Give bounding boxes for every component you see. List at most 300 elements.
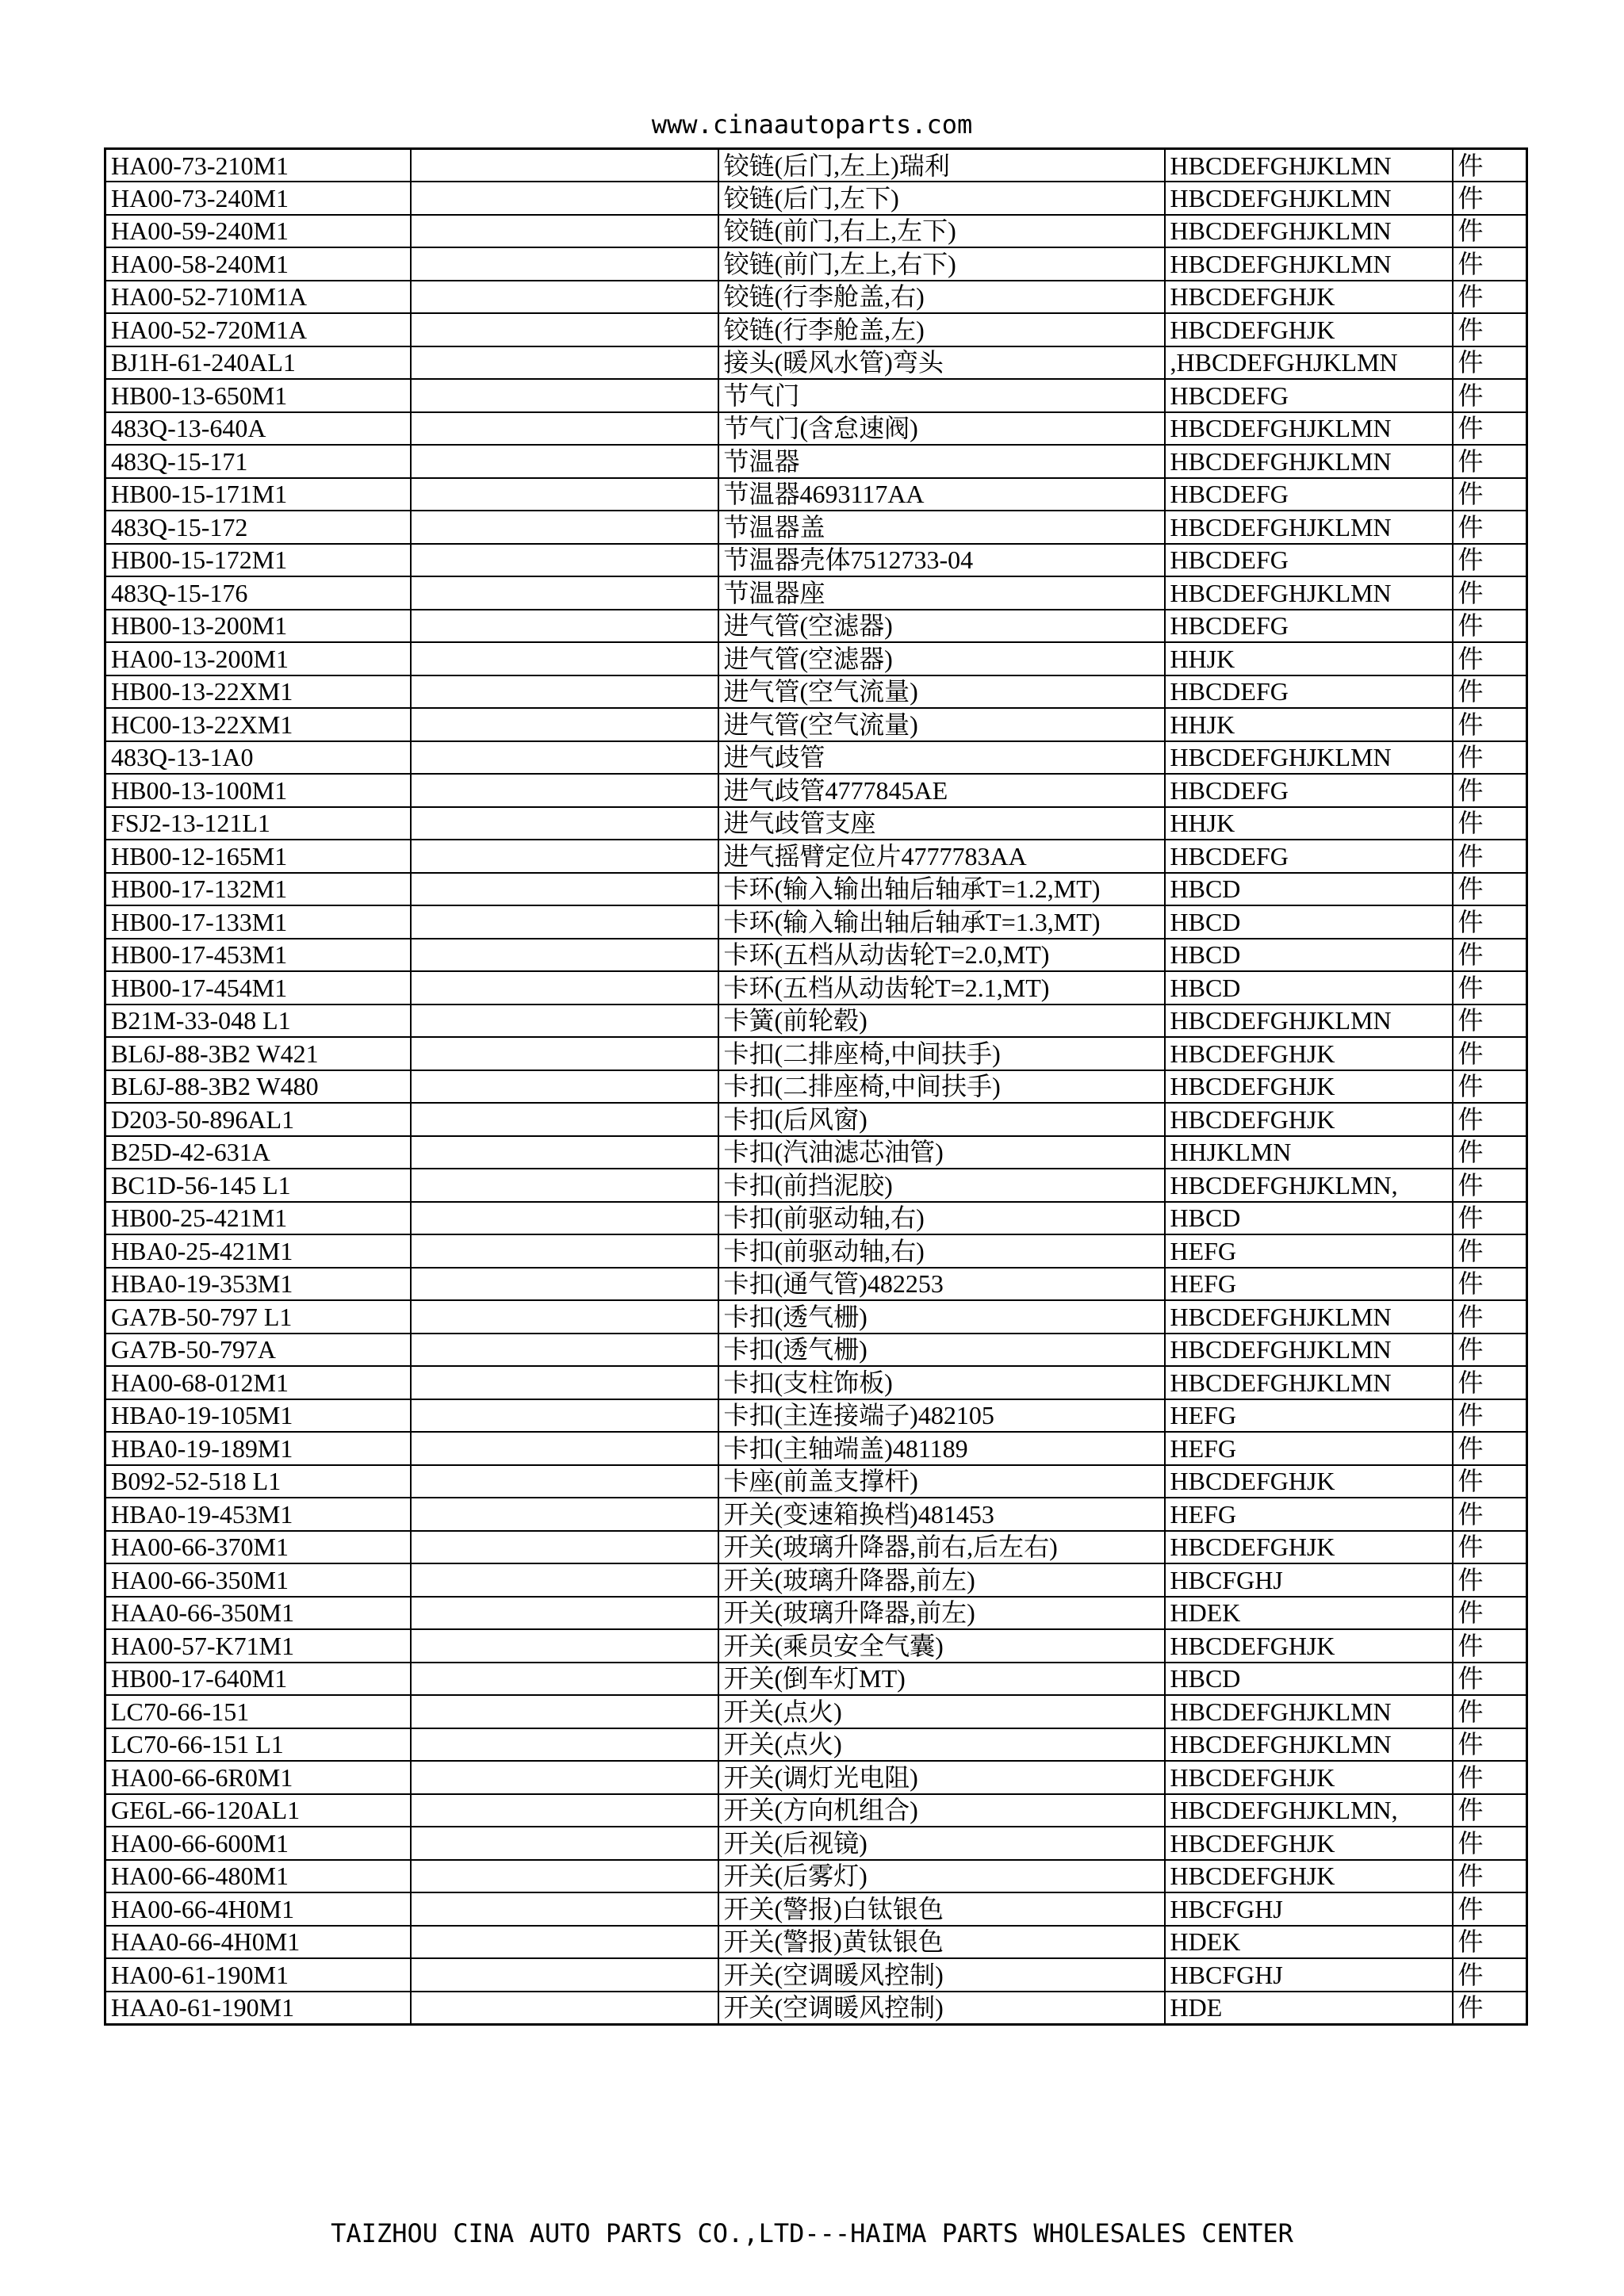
part-name-cell: 开关(警报)黄钛银色 bbox=[718, 1926, 1165, 1959]
models-cell: HEFG bbox=[1165, 1268, 1453, 1301]
unit-cell: 件 bbox=[1453, 1992, 1527, 2025]
part-name-cell: 卡扣(前驱动轴,右) bbox=[718, 1202, 1165, 1235]
part-number-cell: BJ1H-61-240AL1 bbox=[105, 346, 411, 380]
models-cell: HBCDEFGHJK bbox=[1165, 313, 1453, 346]
models-cell: HBCDEFGHJKLMN bbox=[1165, 149, 1453, 182]
part-name-cell: 卡扣(主轴端盖)481189 bbox=[718, 1432, 1165, 1465]
part-number-cell: B25D-42-631A bbox=[105, 1136, 411, 1169]
unit-cell: 件 bbox=[1453, 1958, 1527, 1992]
models-cell: HBCDEFG bbox=[1165, 610, 1453, 643]
part-number-cell: HAA0-61-190M1 bbox=[105, 1992, 411, 2025]
unit-cell: 件 bbox=[1453, 1234, 1527, 1268]
empty-cell bbox=[411, 708, 718, 741]
table-row bbox=[105, 642, 1527, 675]
part-name-cell: 开关(空调暖风控制) bbox=[718, 1958, 1165, 1992]
models-cell: HBCDEFGHJK bbox=[1165, 281, 1453, 314]
unit-cell: 件 bbox=[1453, 840, 1527, 873]
models-cell: HBCDEFGHJKLMN bbox=[1165, 741, 1453, 775]
models-cell: HBCDEFG bbox=[1165, 544, 1453, 577]
part-name-cell: 节温器壳体7512733-04 bbox=[718, 544, 1165, 577]
unit-cell: 件 bbox=[1453, 215, 1527, 248]
table-row bbox=[105, 807, 1527, 840]
table-row bbox=[105, 1334, 1527, 1367]
empty-cell bbox=[411, 544, 718, 577]
part-name-cell: 接头(暖风水管)弯头 bbox=[718, 346, 1165, 380]
table-row bbox=[105, 445, 1527, 478]
part-number-cell: HA00-66-480M1 bbox=[105, 1860, 411, 1893]
models-cell: HBCDEFGHJK bbox=[1165, 1860, 1453, 1893]
models-cell: HBCDEFGHJKLMN bbox=[1165, 511, 1453, 544]
part-name-cell: 卡环(五档从动齿轮T=2.1,MT) bbox=[718, 971, 1165, 1004]
models-cell: HBCDEFGHJKLMN bbox=[1165, 1300, 1453, 1334]
empty-cell bbox=[411, 379, 718, 412]
part-number-cell: 483Q-15-172 bbox=[105, 511, 411, 544]
table-row bbox=[105, 774, 1527, 807]
table-row bbox=[105, 544, 1527, 577]
part-number-cell: HB00-25-421M1 bbox=[105, 1202, 411, 1235]
part-number-cell: 483Q-15-176 bbox=[105, 576, 411, 610]
models-cell: HBCDEFGHJK bbox=[1165, 1629, 1453, 1663]
unit-cell: 件 bbox=[1453, 1070, 1527, 1104]
part-number-cell: HB00-15-171M1 bbox=[105, 478, 411, 511]
empty-cell bbox=[411, 1892, 718, 1926]
part-number-cell: GA7B-50-797 L1 bbox=[105, 1300, 411, 1334]
part-number-cell: HA00-61-190M1 bbox=[105, 1958, 411, 1992]
empty-cell bbox=[411, 1399, 718, 1433]
part-name-cell: 开关(变速箱换档)481453 bbox=[718, 1498, 1165, 1531]
part-name-cell: 进气管(空滤器) bbox=[718, 610, 1165, 643]
empty-cell bbox=[411, 1531, 718, 1564]
empty-cell bbox=[411, 610, 718, 643]
empty-cell bbox=[411, 873, 718, 906]
part-number-cell: D203-50-896AL1 bbox=[105, 1103, 411, 1136]
table-row bbox=[105, 346, 1527, 380]
unit-cell: 件 bbox=[1453, 1366, 1527, 1399]
empty-cell bbox=[411, 905, 718, 939]
part-number-cell: BL6J-88-3B2 W480 bbox=[105, 1070, 411, 1104]
part-name-cell: 开关(点火) bbox=[718, 1695, 1165, 1728]
models-cell: HBCDEFGHJK bbox=[1165, 1827, 1453, 1860]
table-row bbox=[105, 1070, 1527, 1104]
empty-cell bbox=[411, 346, 718, 380]
part-name-cell: 开关(乘员安全气囊) bbox=[718, 1629, 1165, 1663]
part-name-cell: 进气摇臂定位片4777783AA bbox=[718, 840, 1165, 873]
models-cell: HBCDEFGHJKLMN, bbox=[1165, 1169, 1453, 1202]
table-row bbox=[105, 1761, 1527, 1794]
page-footer-company: TAIZHOU CINA AUTO PARTS CO.,LTD---HAIMA PARTS WHOLESALES CENTER bbox=[331, 2218, 1293, 2248]
part-number-cell: HB00-13-22XM1 bbox=[105, 675, 411, 709]
unit-cell: 件 bbox=[1453, 511, 1527, 544]
models-cell: ,HBCDEFGHJKLMN bbox=[1165, 346, 1453, 380]
table-row bbox=[105, 1202, 1527, 1235]
empty-cell bbox=[411, 149, 718, 182]
part-number-cell: FSJ2-13-121L1 bbox=[105, 807, 411, 840]
models-cell: HBCDEFG bbox=[1165, 379, 1453, 412]
table-row bbox=[105, 478, 1527, 511]
part-name-cell: 卡扣(透气栅) bbox=[718, 1300, 1165, 1334]
part-name-cell: 开关(方向机组合) bbox=[718, 1794, 1165, 1827]
part-name-cell: 卡环(输入输出轴后轴承T=1.2,MT) bbox=[718, 873, 1165, 906]
models-cell: HDEK bbox=[1165, 1597, 1453, 1630]
unit-cell: 件 bbox=[1453, 1695, 1527, 1728]
empty-cell bbox=[411, 1300, 718, 1334]
models-cell: HBCDEFGHJKLMN bbox=[1165, 1695, 1453, 1728]
part-name-cell: 开关(点火) bbox=[718, 1728, 1165, 1762]
part-number-cell: LC70-66-151 bbox=[105, 1695, 411, 1728]
table-row bbox=[105, 511, 1527, 544]
part-name-cell: 卡扣(后风窗) bbox=[718, 1103, 1165, 1136]
table-row bbox=[105, 412, 1527, 446]
empty-cell bbox=[411, 774, 718, 807]
unit-cell: 件 bbox=[1453, 1629, 1527, 1663]
models-cell: HEFG bbox=[1165, 1234, 1453, 1268]
models-cell: HBCDEFGHJKLMN bbox=[1165, 1366, 1453, 1399]
part-name-cell: 节温器 bbox=[718, 445, 1165, 478]
part-name-cell: 铰链(后门,左上)瑞利 bbox=[718, 149, 1165, 182]
table-row bbox=[105, 1597, 1527, 1630]
part-name-cell: 开关(后视镜) bbox=[718, 1827, 1165, 1860]
unit-cell: 件 bbox=[1453, 1663, 1527, 1696]
empty-cell bbox=[411, 939, 718, 972]
table-row bbox=[105, 1563, 1527, 1597]
unit-cell: 件 bbox=[1453, 873, 1527, 906]
empty-cell bbox=[411, 1366, 718, 1399]
unit-cell: 件 bbox=[1453, 1399, 1527, 1433]
unit-cell: 件 bbox=[1453, 1004, 1527, 1038]
empty-cell bbox=[411, 1827, 718, 1860]
part-name-cell: 进气歧管支座 bbox=[718, 807, 1165, 840]
part-name-cell: 卡扣(汽油滤芯油管) bbox=[718, 1136, 1165, 1169]
part-name-cell: 开关(后雾灯) bbox=[718, 1860, 1165, 1893]
part-name-cell: 铰链(后门,左下) bbox=[718, 182, 1165, 215]
part-name-cell: 卡扣(透气栅) bbox=[718, 1334, 1165, 1367]
unit-cell: 件 bbox=[1453, 149, 1527, 182]
part-number-cell: HA00-52-720M1A bbox=[105, 313, 411, 346]
part-number-cell: LC70-66-151 L1 bbox=[105, 1728, 411, 1762]
models-cell: HBCDEFG bbox=[1165, 478, 1453, 511]
table-row bbox=[105, 313, 1527, 346]
unit-cell: 件 bbox=[1453, 478, 1527, 511]
part-number-cell: HA00-68-012M1 bbox=[105, 1366, 411, 1399]
models-cell: HBCDEFGHJKLMN bbox=[1165, 1334, 1453, 1367]
empty-cell bbox=[411, 1563, 718, 1597]
part-number-cell: HB00-17-132M1 bbox=[105, 873, 411, 906]
empty-cell bbox=[411, 1004, 718, 1038]
part-number-cell: HC00-13-22XM1 bbox=[105, 708, 411, 741]
part-name-cell: 铰链(前门,右上,左下) bbox=[718, 215, 1165, 248]
table-row bbox=[105, 939, 1527, 972]
part-number-cell: HB00-17-454M1 bbox=[105, 971, 411, 1004]
part-number-cell: HA00-66-350M1 bbox=[105, 1563, 411, 1597]
part-number-cell: HBA0-19-189M1 bbox=[105, 1432, 411, 1465]
part-name-cell: 节气门(含怠速阀) bbox=[718, 412, 1165, 446]
unit-cell: 件 bbox=[1453, 1531, 1527, 1564]
part-name-cell: 节温器4693117AA bbox=[718, 478, 1165, 511]
unit-cell: 件 bbox=[1453, 1037, 1527, 1070]
unit-cell: 件 bbox=[1453, 1202, 1527, 1235]
unit-cell: 件 bbox=[1453, 708, 1527, 741]
empty-cell bbox=[411, 215, 718, 248]
part-name-cell: 进气管(空气流量) bbox=[718, 708, 1165, 741]
unit-cell: 件 bbox=[1453, 1103, 1527, 1136]
part-name-cell: 开关(倒车灯MT) bbox=[718, 1663, 1165, 1696]
part-number-cell: HB00-17-133M1 bbox=[105, 905, 411, 939]
empty-cell bbox=[411, 807, 718, 840]
unit-cell: 件 bbox=[1453, 1892, 1527, 1926]
unit-cell: 件 bbox=[1453, 379, 1527, 412]
unit-cell: 件 bbox=[1453, 741, 1527, 775]
empty-cell bbox=[411, 1037, 718, 1070]
table-row bbox=[105, 1695, 1527, 1728]
part-name-cell: 卡扣(前挡泥胶) bbox=[718, 1169, 1165, 1202]
part-name-cell: 卡扣(二排座椅,中间扶手) bbox=[718, 1070, 1165, 1104]
empty-cell bbox=[411, 313, 718, 346]
empty-cell bbox=[411, 1860, 718, 1893]
table-row bbox=[105, 1958, 1527, 1992]
part-name-cell: 进气管(空滤器) bbox=[718, 642, 1165, 675]
part-number-cell: HB00-13-200M1 bbox=[105, 610, 411, 643]
unit-cell: 件 bbox=[1453, 1334, 1527, 1367]
table-row bbox=[105, 741, 1527, 775]
part-name-cell: 卡簧(前轮毂) bbox=[718, 1004, 1165, 1038]
empty-cell bbox=[411, 478, 718, 511]
part-number-cell: HB00-13-100M1 bbox=[105, 774, 411, 807]
part-number-cell: B21M-33-048 L1 bbox=[105, 1004, 411, 1038]
table-row bbox=[105, 1498, 1527, 1531]
unit-cell: 件 bbox=[1453, 445, 1527, 478]
models-cell: HHJK bbox=[1165, 708, 1453, 741]
part-number-cell: GE6L-66-120AL1 bbox=[105, 1794, 411, 1827]
models-cell: HBCFGHJ bbox=[1165, 1958, 1453, 1992]
table-row bbox=[105, 1992, 1527, 2025]
table-row bbox=[105, 576, 1527, 610]
part-number-cell: HBA0-19-453M1 bbox=[105, 1498, 411, 1531]
unit-cell: 件 bbox=[1453, 774, 1527, 807]
table-row bbox=[105, 182, 1527, 215]
models-cell: HBCDEFGHJKLMN bbox=[1165, 412, 1453, 446]
part-number-cell: HB00-13-650M1 bbox=[105, 379, 411, 412]
unit-cell: 件 bbox=[1453, 1794, 1527, 1827]
table-row bbox=[105, 1531, 1527, 1564]
empty-cell bbox=[411, 1169, 718, 1202]
part-name-cell: 卡扣(主连接端子)482105 bbox=[718, 1399, 1165, 1433]
unit-cell: 件 bbox=[1453, 1563, 1527, 1597]
models-cell: HBCDEFG bbox=[1165, 675, 1453, 709]
unit-cell: 件 bbox=[1453, 346, 1527, 380]
models-cell: HBCDEFGHJKLMN, bbox=[1165, 1794, 1453, 1827]
empty-cell bbox=[411, 1465, 718, 1498]
empty-cell bbox=[411, 971, 718, 1004]
part-number-cell: HB00-15-172M1 bbox=[105, 544, 411, 577]
part-name-cell: 卡座(前盖支撑杆) bbox=[718, 1465, 1165, 1498]
models-cell: HHJKLMN bbox=[1165, 1136, 1453, 1169]
models-cell: HHJK bbox=[1165, 807, 1453, 840]
part-name-cell: 铰链(行李舱盖,左) bbox=[718, 313, 1165, 346]
unit-cell: 件 bbox=[1453, 807, 1527, 840]
unit-cell: 件 bbox=[1453, 971, 1527, 1004]
models-cell: HBCDEFGHJK bbox=[1165, 1465, 1453, 1498]
empty-cell bbox=[411, 1432, 718, 1465]
part-number-cell: 483Q-13-1A0 bbox=[105, 741, 411, 775]
part-name-cell: 进气歧管4777845AE bbox=[718, 774, 1165, 807]
models-cell: HBCD bbox=[1165, 971, 1453, 1004]
table-row bbox=[105, 1892, 1527, 1926]
models-cell: HDE bbox=[1165, 1992, 1453, 2025]
part-number-cell: HA00-73-210M1 bbox=[105, 149, 411, 182]
empty-cell bbox=[411, 1202, 718, 1235]
empty-cell bbox=[411, 182, 718, 215]
part-name-cell: 进气管(空气流量) bbox=[718, 675, 1165, 709]
table-row bbox=[105, 610, 1527, 643]
unit-cell: 件 bbox=[1453, 905, 1527, 939]
empty-cell bbox=[411, 445, 718, 478]
table-row bbox=[105, 1234, 1527, 1268]
unit-cell: 件 bbox=[1453, 281, 1527, 314]
models-cell: HEFG bbox=[1165, 1498, 1453, 1531]
table-row bbox=[105, 379, 1527, 412]
unit-cell: 件 bbox=[1453, 1827, 1527, 1860]
table-row bbox=[105, 675, 1527, 709]
part-name-cell: 节温器座 bbox=[718, 576, 1165, 610]
part-name-cell: 开关(玻璃升降器,前左) bbox=[718, 1597, 1165, 1630]
table-row bbox=[105, 1004, 1527, 1038]
empty-cell bbox=[411, 1992, 718, 2025]
part-number-cell: HBA0-19-353M1 bbox=[105, 1268, 411, 1301]
table-row bbox=[105, 1860, 1527, 1893]
empty-cell bbox=[411, 576, 718, 610]
unit-cell: 件 bbox=[1453, 1498, 1527, 1531]
models-cell: HEFG bbox=[1165, 1432, 1453, 1465]
part-number-cell: HA00-73-240M1 bbox=[105, 182, 411, 215]
part-number-cell: HA00-52-710M1A bbox=[105, 281, 411, 314]
unit-cell: 件 bbox=[1453, 1169, 1527, 1202]
part-name-cell: 铰链(行李舱盖,右) bbox=[718, 281, 1165, 314]
part-number-cell: HA00-66-370M1 bbox=[105, 1531, 411, 1564]
empty-cell bbox=[411, 1334, 718, 1367]
empty-cell bbox=[411, 675, 718, 709]
models-cell: HBCFGHJ bbox=[1165, 1563, 1453, 1597]
empty-cell bbox=[411, 281, 718, 314]
table-row bbox=[105, 1136, 1527, 1169]
empty-cell bbox=[411, 1728, 718, 1762]
table-row bbox=[105, 281, 1527, 314]
part-number-cell: HBA0-19-105M1 bbox=[105, 1399, 411, 1433]
models-cell: HBCDEFGHJKLMN bbox=[1165, 182, 1453, 215]
table-row bbox=[105, 215, 1527, 248]
unit-cell: 件 bbox=[1453, 642, 1527, 675]
models-cell: HHJK bbox=[1165, 642, 1453, 675]
empty-cell bbox=[411, 1794, 718, 1827]
empty-cell bbox=[411, 741, 718, 775]
models-cell: HBCD bbox=[1165, 905, 1453, 939]
models-cell: HBCDEFGHJKLMN bbox=[1165, 247, 1453, 281]
models-cell: HBCD bbox=[1165, 1202, 1453, 1235]
empty-cell bbox=[411, 1629, 718, 1663]
part-number-cell: B092-52-518 L1 bbox=[105, 1465, 411, 1498]
part-number-cell: 483Q-15-171 bbox=[105, 445, 411, 478]
models-cell: HBCDEFGHJK bbox=[1165, 1531, 1453, 1564]
part-name-cell: 开关(警报)白钛银色 bbox=[718, 1892, 1165, 1926]
models-cell: HBCDEFGHJKLMN bbox=[1165, 1004, 1453, 1038]
table-row bbox=[105, 1663, 1527, 1696]
table-row bbox=[105, 1432, 1527, 1465]
part-name-cell: 开关(调灯光电阻) bbox=[718, 1761, 1165, 1794]
models-cell: HBCD bbox=[1165, 873, 1453, 906]
models-cell: HBCDEFGHJK bbox=[1165, 1761, 1453, 1794]
part-name-cell: 卡扣(支柱饰板) bbox=[718, 1366, 1165, 1399]
empty-cell bbox=[411, 840, 718, 873]
models-cell: HBCDEFGHJK bbox=[1165, 1070, 1453, 1104]
unit-cell: 件 bbox=[1453, 412, 1527, 446]
part-name-cell: 节温器盖 bbox=[718, 511, 1165, 544]
unit-cell: 件 bbox=[1453, 576, 1527, 610]
empty-cell bbox=[411, 642, 718, 675]
part-number-cell: HB00-12-165M1 bbox=[105, 840, 411, 873]
models-cell: HBCFGHJ bbox=[1165, 1892, 1453, 1926]
part-number-cell: HAA0-66-4H0M1 bbox=[105, 1926, 411, 1959]
page-header-website: www.cinaautoparts.com bbox=[651, 109, 973, 140]
part-number-cell: HA00-13-200M1 bbox=[105, 642, 411, 675]
unit-cell: 件 bbox=[1453, 939, 1527, 972]
models-cell: HBCDEFGHJKLMN bbox=[1165, 445, 1453, 478]
empty-cell bbox=[411, 1597, 718, 1630]
table-row bbox=[105, 1300, 1527, 1334]
empty-cell bbox=[411, 1136, 718, 1169]
table-row bbox=[105, 1366, 1527, 1399]
empty-cell bbox=[411, 1695, 718, 1728]
empty-cell bbox=[411, 412, 718, 446]
table-row bbox=[105, 971, 1527, 1004]
table-row bbox=[105, 149, 1527, 182]
models-cell: HEFG bbox=[1165, 1399, 1453, 1433]
table-row bbox=[105, 708, 1527, 741]
part-number-cell: HA00-66-6R0M1 bbox=[105, 1761, 411, 1794]
table-row bbox=[105, 1794, 1527, 1827]
models-cell: HBCDEFGHJK bbox=[1165, 1037, 1453, 1070]
unit-cell: 件 bbox=[1453, 610, 1527, 643]
models-cell: HBCDEFG bbox=[1165, 774, 1453, 807]
empty-cell bbox=[411, 1234, 718, 1268]
models-cell: HBCD bbox=[1165, 939, 1453, 972]
part-number-cell: HB00-17-453M1 bbox=[105, 939, 411, 972]
table-row bbox=[105, 1629, 1527, 1663]
table-row bbox=[105, 1827, 1527, 1860]
empty-cell bbox=[411, 1926, 718, 1959]
unit-cell: 件 bbox=[1453, 313, 1527, 346]
part-number-cell: GA7B-50-797A bbox=[105, 1334, 411, 1367]
part-number-cell: HA00-66-600M1 bbox=[105, 1827, 411, 1860]
part-number-cell: HAA0-66-350M1 bbox=[105, 1597, 411, 1630]
table-row bbox=[105, 1926, 1527, 1959]
part-number-cell: HA00-59-240M1 bbox=[105, 215, 411, 248]
empty-cell bbox=[411, 1070, 718, 1104]
unit-cell: 件 bbox=[1453, 1432, 1527, 1465]
part-number-cell: 483Q-13-640A bbox=[105, 412, 411, 446]
empty-cell bbox=[411, 511, 718, 544]
unit-cell: 件 bbox=[1453, 1728, 1527, 1762]
unit-cell: 件 bbox=[1453, 247, 1527, 281]
table-row bbox=[105, 1037, 1527, 1070]
unit-cell: 件 bbox=[1453, 1597, 1527, 1630]
part-name-cell: 卡环(五档从动齿轮T=2.0,MT) bbox=[718, 939, 1165, 972]
unit-cell: 件 bbox=[1453, 1926, 1527, 1959]
part-name-cell: 开关(玻璃升降器,前左) bbox=[718, 1563, 1165, 1597]
empty-cell bbox=[411, 1663, 718, 1696]
unit-cell: 件 bbox=[1453, 182, 1527, 215]
table-row bbox=[105, 1169, 1527, 1202]
part-name-cell: 进气歧管 bbox=[718, 741, 1165, 775]
parts-table bbox=[104, 147, 1528, 2026]
